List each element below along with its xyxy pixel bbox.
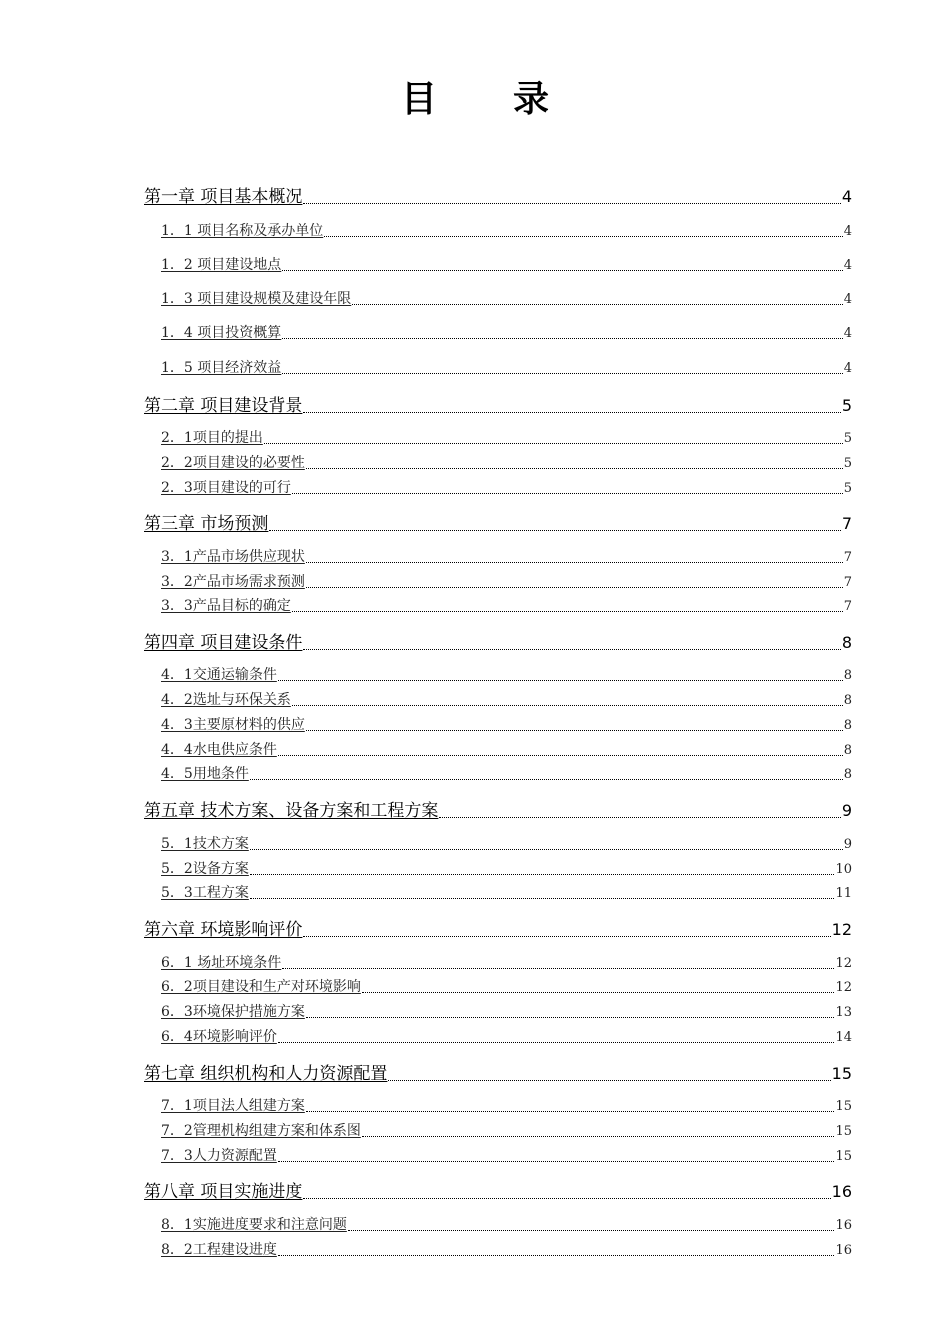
toc-entry-page-number: 4 [843,326,852,341]
toc-dot-leader [303,936,830,937]
toc-section-entry[interactable] [0,1241,950,1260]
toc-section-entry[interactable] [0,860,950,879]
toc-entry-label: 5．3工程方案 [161,885,249,901]
toc-entry-label: 3．3产品目标的确定 [161,598,291,614]
toc-entry-page-number: 4 [843,224,852,239]
toc-section-entry[interactable] [0,454,950,473]
toc-dot-leader [348,1230,835,1231]
toc-section-entry[interactable] [0,359,950,378]
toc-entry-page-number: 5 [841,396,852,415]
toc-section-entry[interactable] [0,597,950,616]
toc-entry-label: 第一章 项目基本概况 [144,187,303,207]
toc-entry-label: 5．2设备方案 [161,861,249,877]
toc-entry-page-number: 12 [835,956,852,971]
toc-entry-page-number: 16 [835,1243,852,1258]
toc-entry-page-number: 8 [843,693,852,708]
toc-dot-leader [269,530,840,531]
toc-section-entry[interactable] [0,479,950,498]
toc-entry-label: 第四章 项目建设条件 [144,633,303,653]
toc-entry-label: 5．1技术方案 [161,836,249,852]
toc-entry-label: 3．2产品市场需求预测 [161,574,305,590]
toc-entry-label: 2．3项目建设的可行 [161,480,291,496]
toc-section-entry[interactable] [0,1003,950,1022]
toc-dot-leader [303,649,840,650]
toc-entry-page-number: 8 [841,633,852,652]
toc-entry-label: 2．1项目的提出 [161,430,263,446]
toc-dot-leader [306,1111,835,1112]
toc-chapter-entry[interactable] [0,800,950,822]
toc-entry-page-number: 15 [835,1099,852,1114]
toc-entry-page-number: 8 [843,668,852,683]
toc-entry-page-number: 7 [843,550,852,565]
toc-entry-label: 第七章 组织机构和人力资源配置 [144,1064,388,1084]
toc-entry-page-number: 8 [843,767,852,782]
toc-dot-leader [306,1017,835,1018]
toc-chapter-entry[interactable] [0,395,950,417]
toc-dot-leader [306,587,843,588]
toc-entry-label: 1．3 项目建设规模及建设年限 [161,291,352,307]
toc-section-entry[interactable] [0,256,950,275]
title-char-1: 目 [400,79,437,120]
toc-section-entry[interactable] [0,691,950,710]
toc-dot-leader [292,493,843,494]
toc-entry-page-number: 12 [835,980,852,995]
toc-entry-label: 4．4水电供应条件 [161,742,277,758]
toc-dot-leader [278,1255,835,1256]
toc-dot-leader [324,236,842,237]
toc-dot-leader [303,1198,830,1199]
toc-section-entry[interactable] [0,548,950,567]
toc-section-entry[interactable] [0,1216,950,1235]
toc-chapter-entry[interactable] [0,919,950,941]
toc-entry-label: 第三章 市场预测 [144,514,269,534]
toc-entry-label: 1．4 项目投资概算 [161,325,282,341]
toc-entry-page-number: 12 [831,920,852,939]
toc-dot-leader [282,270,842,271]
toc-entry-label: 3．1产品市场供应现状 [161,549,305,565]
toc-dot-leader [250,874,835,875]
page-title [0,76,950,124]
toc-dot-leader [278,1161,835,1162]
toc-dot-leader [250,898,835,899]
toc-dot-leader [352,304,842,305]
toc-dot-leader [278,1042,835,1043]
toc-entry-page-number: 13 [835,1005,852,1020]
toc-entry-page-number: 10 [835,862,852,877]
toc-entry-label: 6．1 场址环境条件 [161,955,282,971]
toc-entry-page-number: 15 [835,1149,852,1164]
toc-dot-leader [306,730,843,731]
toc-entry-page-number: 4 [843,361,852,376]
toc-dot-leader [439,817,840,818]
toc-section-entry[interactable] [0,290,950,309]
toc-section-entry[interactable] [0,835,950,854]
toc-dot-leader [250,849,843,850]
toc-chapter-entry[interactable] [0,513,950,535]
toc-section-entry[interactable] [0,666,950,685]
toc-section-entry[interactable] [0,884,950,903]
toc-dot-leader [282,968,834,969]
toc-entry-page-number: 4 [843,292,852,307]
toc-entry-label: 8．2工程建设进度 [161,1242,277,1258]
toc-dot-leader [388,1080,830,1081]
toc-entry-label: 7．2管理机构组建方案和体系图 [161,1123,361,1139]
toc-entry-page-number: 14 [835,1030,852,1045]
toc-dot-leader [303,203,840,204]
toc-entry-page-number: 15 [831,1064,852,1083]
toc-entry-page-number: 7 [841,514,852,533]
toc-entry-label: 第六章 环境影响评价 [144,920,303,940]
toc-entry-page-number: 4 [841,187,852,206]
toc-dot-leader [282,373,842,374]
toc-dot-leader [292,705,843,706]
toc-section-entry[interactable] [0,1028,950,1047]
toc-section-entry[interactable] [0,1122,950,1141]
toc-dot-leader [282,338,842,339]
toc-section-entry[interactable] [0,1147,950,1166]
toc-entry-label: 6．2项目建设和生产对环境影响 [161,979,361,995]
toc-entry-page-number: 16 [831,1182,852,1201]
toc-entry-page-number: 15 [835,1124,852,1139]
toc-entry-page-number: 8 [843,718,852,733]
toc-entry-page-number: 8 [843,743,852,758]
toc-entry-page-number: 5 [843,456,852,471]
toc-dot-leader [306,562,843,563]
toc-entry-label: 6．3环境保护措施方案 [161,1004,305,1020]
toc-entry-label: 4．3主要原材料的供应 [161,717,305,733]
toc-section-entry[interactable] [0,954,950,973]
toc-entry-label: 1．2 项目建设地点 [161,257,282,273]
toc-entry-label: 4．1交通运输条件 [161,667,277,683]
toc-entry-page-number: 5 [843,431,852,446]
toc-entry-label: 4．5用地条件 [161,766,249,782]
toc-entry-page-number: 11 [835,886,852,901]
toc-entry-label: 2．2项目建设的必要性 [161,455,305,471]
toc-dot-leader [278,755,843,756]
toc-entry-page-number: 7 [843,575,852,590]
toc-chapter-entry[interactable] [0,1181,950,1203]
toc-chapter-entry[interactable] [0,632,950,654]
toc-entry-label: 7．3人力资源配置 [161,1148,277,1164]
toc-section-entry[interactable] [0,429,950,448]
toc-entry-label: 第八章 项目实施进度 [144,1182,303,1202]
toc-dot-leader [292,611,843,612]
toc-chapter-entry[interactable] [0,1063,950,1085]
toc-dot-leader [362,992,835,993]
toc-section-entry[interactable] [0,716,950,735]
toc-entry-page-number: 16 [835,1218,852,1233]
toc-dot-leader [306,468,843,469]
toc-entry-page-number: 7 [843,599,852,614]
toc-entry-page-number: 9 [841,801,852,820]
toc-entry-label: 1．1 项目名称及承办单位 [161,223,324,239]
toc-dot-leader [362,1136,835,1137]
toc-entry-label: 8．1实施进度要求和注意问题 [161,1217,347,1233]
toc-section-entry[interactable] [0,222,950,241]
toc-section-entry[interactable] [0,765,950,784]
toc-section-entry[interactable] [0,978,950,997]
toc-chapter-entry[interactable] [0,186,950,208]
toc-section-entry[interactable] [0,573,950,592]
toc-entry-label: 第二章 项目建设背景 [144,396,303,416]
toc-section-entry[interactable] [0,324,950,343]
toc-entry-label: 1．5 项目经济效益 [161,360,282,376]
toc-section-entry[interactable] [0,1097,950,1116]
toc-dot-leader [278,680,843,681]
title-char-2: 录 [513,79,550,120]
toc-entry-label: 7．1项目法人组建方案 [161,1098,305,1114]
toc-entry-page-number: 4 [843,258,852,273]
toc-section-entry[interactable] [0,741,950,760]
toc-entry-page-number: 5 [843,481,852,496]
toc-entry-label: 第五章 技术方案、设备方案和工程方案 [144,801,439,821]
toc-dot-leader [264,443,843,444]
toc-entry-label: 4．2选址与环保关系 [161,692,291,708]
toc-dot-leader [303,412,840,413]
toc-dot-leader [250,779,843,780]
toc-entry-label: 6．4环境影响评价 [161,1029,277,1045]
toc-entry-page-number: 9 [843,837,852,852]
